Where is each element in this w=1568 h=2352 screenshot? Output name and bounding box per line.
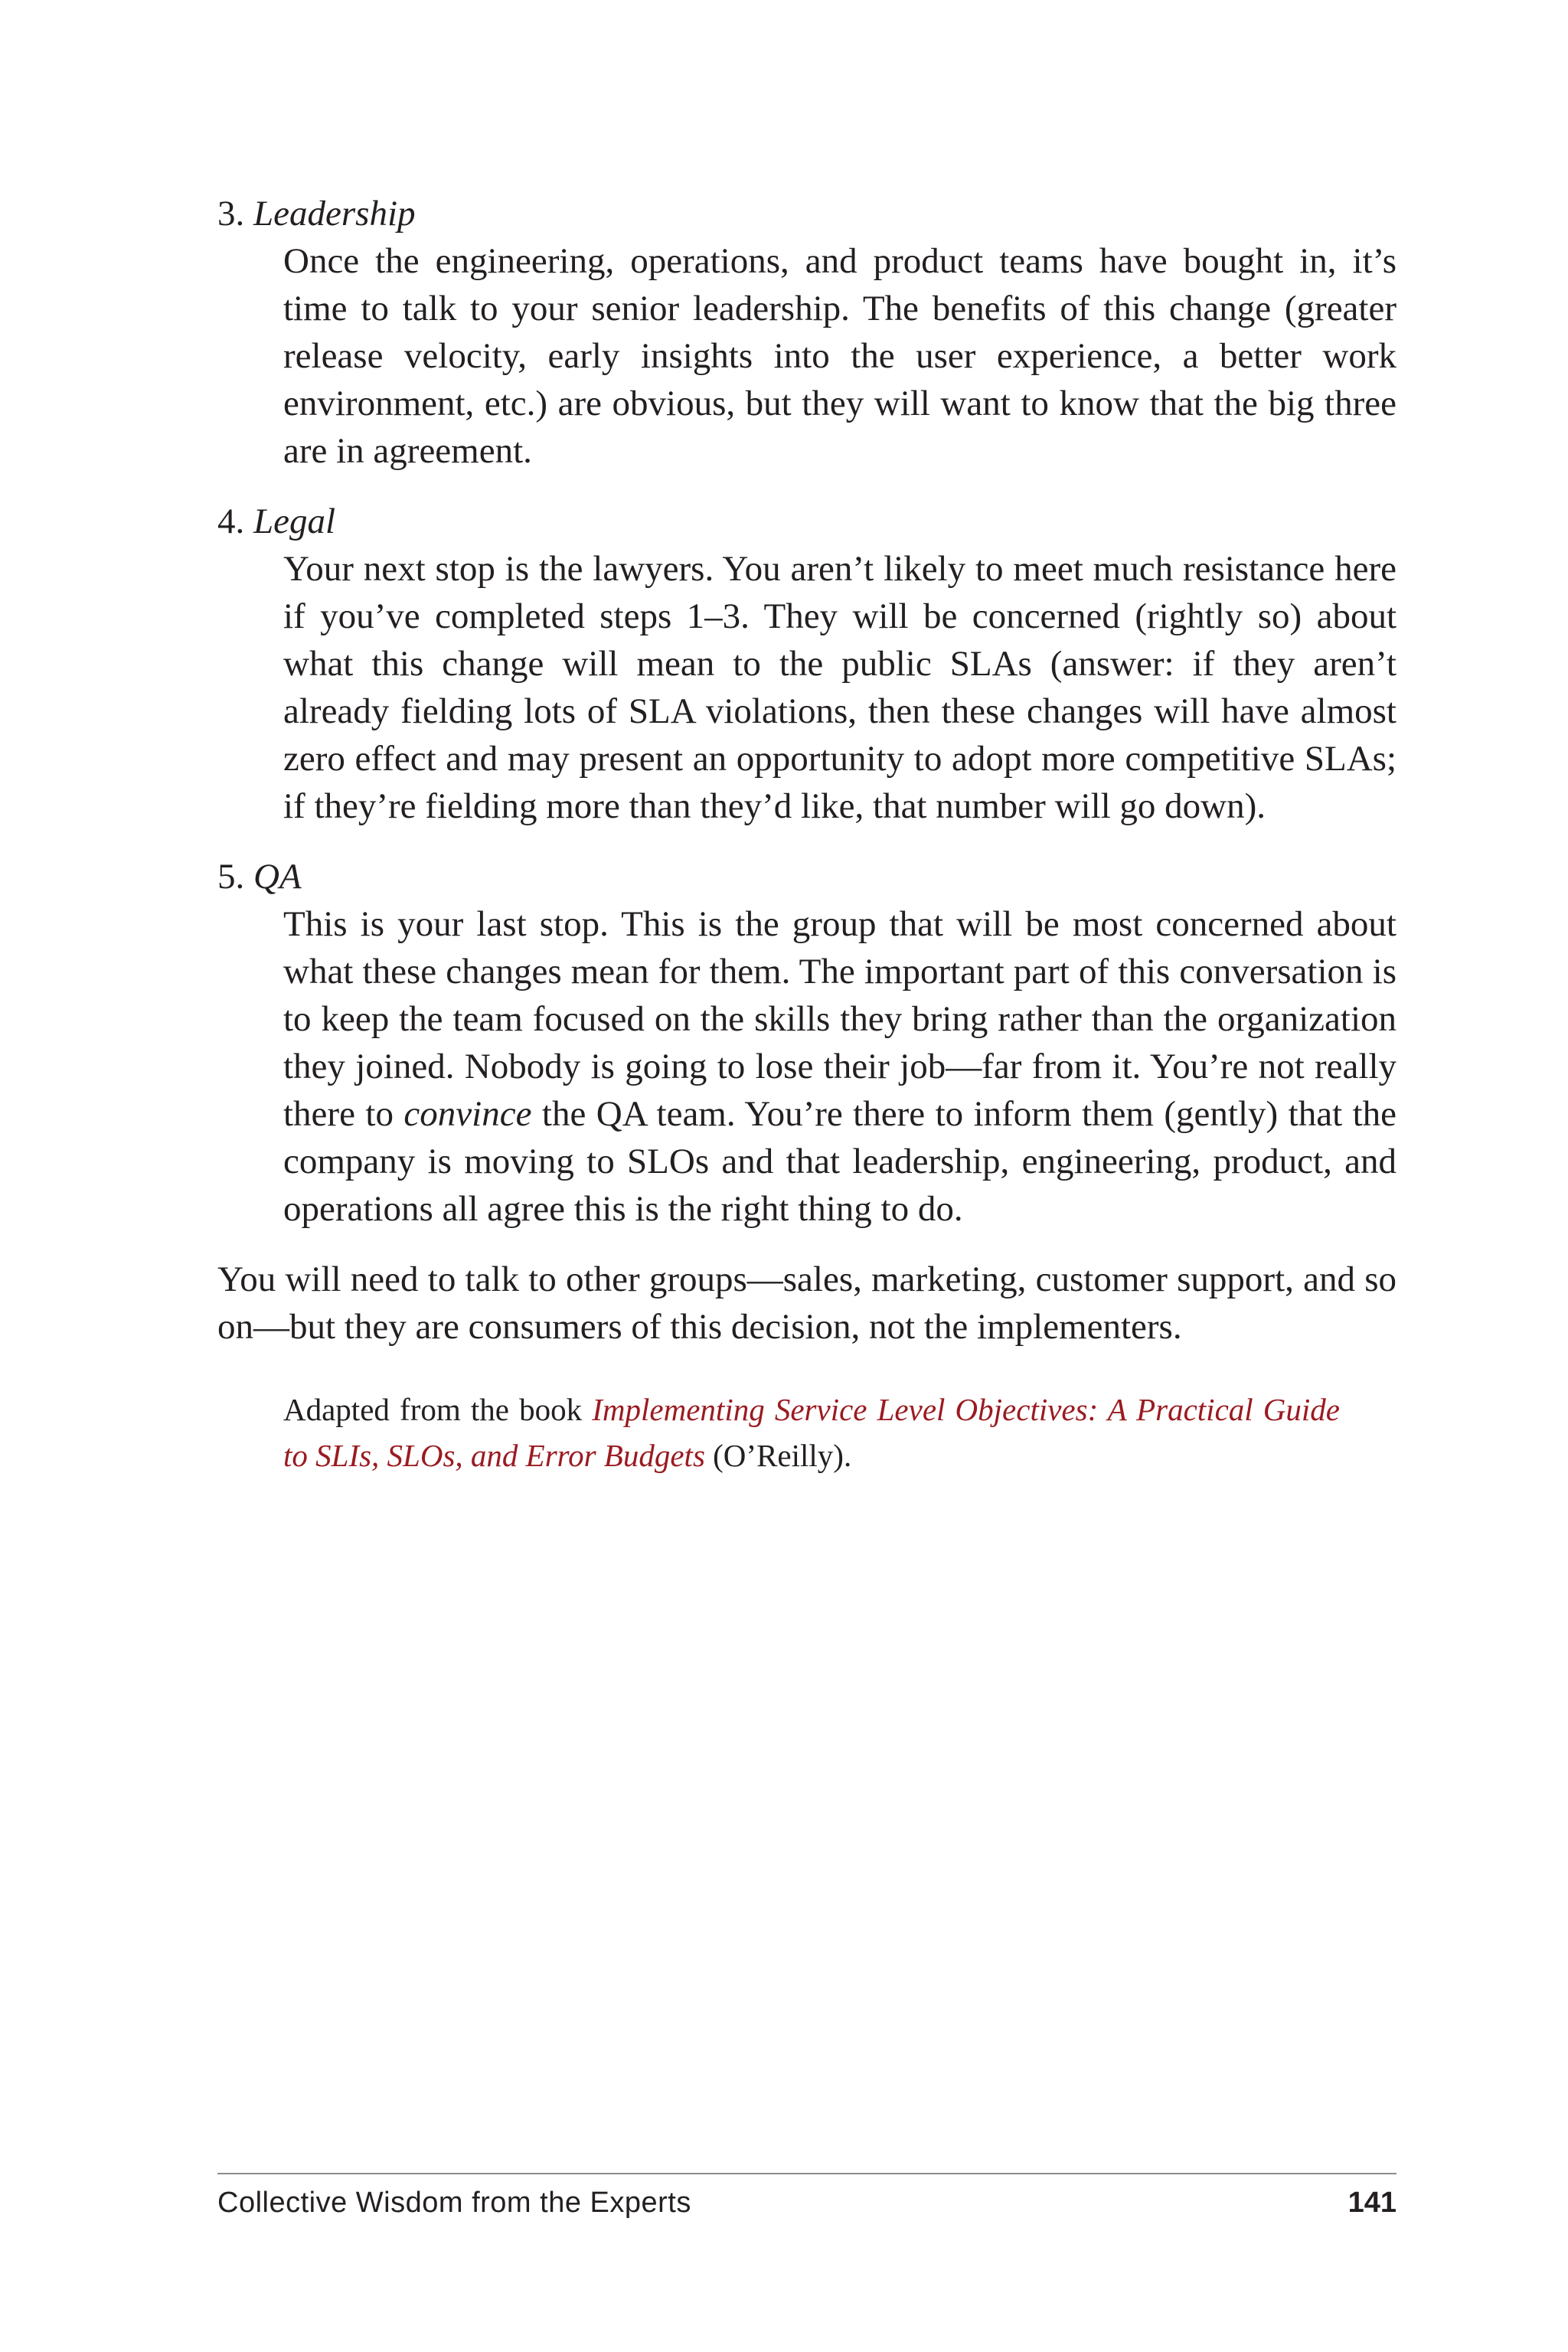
list-item-title: QA [253, 857, 302, 897]
list-item-body [283, 900, 1396, 1233]
list-item-number: 3. [217, 194, 245, 234]
closing-paragraph: You will need to talk to other groups—sales, marketing, customer support, and so on—but they are consumers of this decision, not the implementers. [217, 1259, 1396, 1347]
book-title-link[interactable]: Implementing Service Level Objectives: A Practical Guide to SLIs, SLOs, and Error Budgets [283, 1392, 1340, 1473]
list-item-title: Legal [253, 501, 336, 541]
page-number: 141 [1348, 2187, 1396, 2219]
list-item-qa [217, 853, 1396, 1233]
body-text-after: the QA team. You’re there to inform them (gently) that the company is moving to SLOs and that leadership, engineering, product, and operations all agree this is the right thing to do. [283, 1094, 1397, 1229]
list-item-body: Your next stop is the lawyers. You aren’t likely to meet much resistance here if you’ve completed steps 1–3. They will be concerned (rightly so) about what this change will mean to the public SLAs (answer: if they aren’t already fielding lots of SLA violations, then these changes will have almost zero effect and may present an opportunity to adopt more competitive SLAs; if they’re fielding more than they’d like, that number will go down). [283, 549, 1396, 826]
attribution-prefix: Adapted from the book [283, 1392, 593, 1427]
attribution-suffix: (O’Reilly). [704, 1438, 852, 1473]
footer-divider [217, 2173, 1396, 2174]
list-item-number: 5. [217, 857, 245, 897]
page-content [217, 190, 1396, 1478]
list-item-leadership [217, 190, 1396, 475]
body-text-before: This is your last stop. This is the group that will be most concerned about what these changes mean for them. The important part of this conversation is to keep the team focused on the skills they bring rather than the organization they joined. Nobody is going to lose their job—far from it. You’re not really there to [283, 904, 1396, 1134]
list-item-heading [217, 190, 1396, 237]
list-item-number: 4. [217, 501, 245, 541]
emphasis-convince: convince [403, 1094, 532, 1134]
list-item-heading [217, 498, 1396, 545]
footer-book-title: Collective Wisdom from the Experts [217, 2187, 691, 2219]
list-item-heading [217, 853, 1396, 900]
attribution-note [283, 1387, 1340, 1478]
list-item-body: Once the engineering, operations, and product teams have bought in, it’s time to talk to your senior leadership. The benefits of this change (greater release velocity, early insights into the user experience, a better work environment, etc.) are obvious, but they will want to know that the big three are in agreement. [283, 241, 1396, 471]
list-item-title: Leadership [253, 194, 416, 234]
page-footer [217, 2184, 1396, 2222]
list-item-legal [217, 498, 1396, 830]
